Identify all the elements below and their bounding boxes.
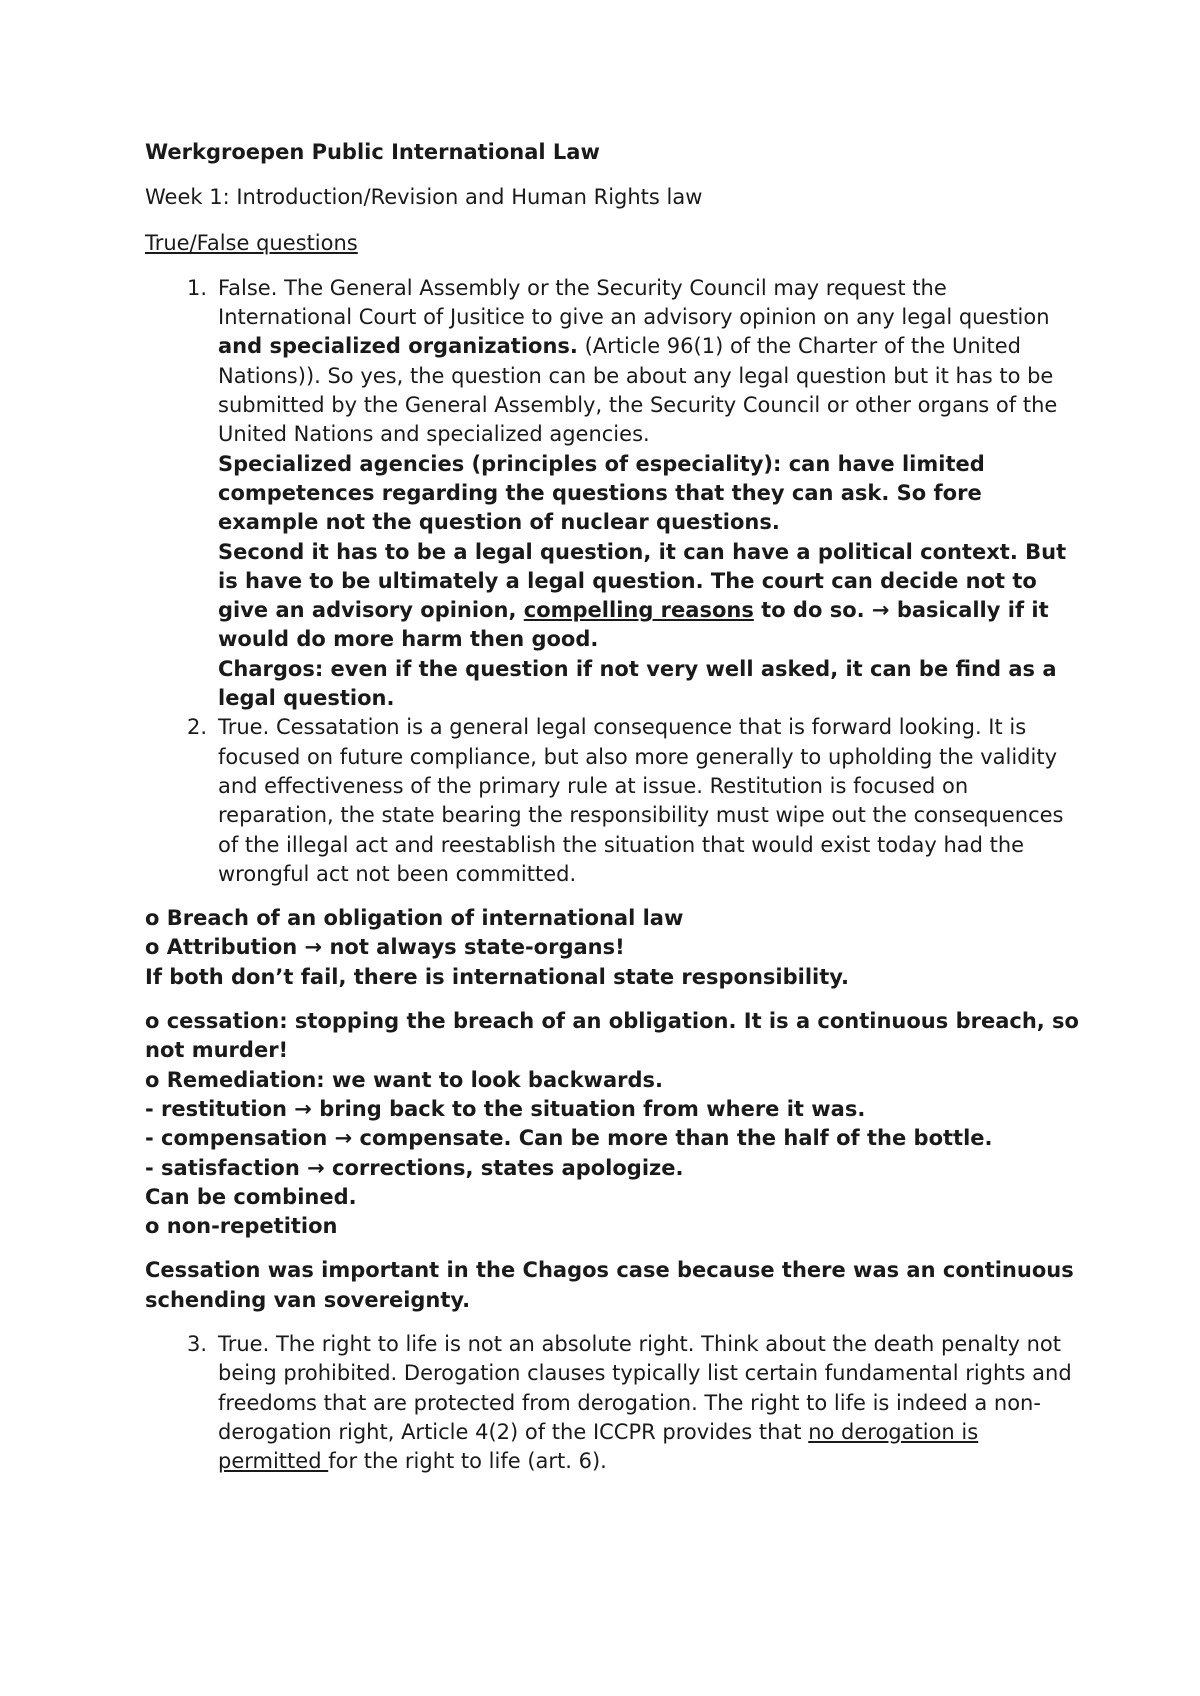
remediation-line: o Remediation: we want to look backwards. bbox=[145, 1067, 663, 1092]
arrow-right-icon: → bbox=[334, 1126, 353, 1151]
satisfaction-line: - satisfaction → corrections, states apologize. bbox=[145, 1155, 684, 1180]
answer-paragraph: True. Cessatation is a general legal consequence that is forward looking. It is focused on future compliance, but also more generally to upholding the validity and effectiveness of the primary rule at issue. Restitution is focused on reparation, the state bearing the responsibility must wipe out the consequences of the illegal act and reestablish the situation that would exist today had the wrongful act not been committed. bbox=[218, 715, 1064, 886]
note-legal-question bbox=[218, 538, 1085, 655]
answer-text: for the right to life (art. 6). bbox=[328, 1449, 607, 1474]
list-number: 2. bbox=[186, 715, 207, 740]
answer-paragraph bbox=[218, 1330, 1085, 1476]
list-item-2 bbox=[145, 713, 1085, 889]
document-page bbox=[145, 138, 1085, 1476]
document-subtitle: Week 1: Introduction/Revision and Human Rights law bbox=[145, 185, 703, 210]
answer-paragraph bbox=[218, 274, 1085, 450]
answer-text: False. The General Assembly or the Security Council may request the International Court of Jusitice to give an advisory opinion on any legal question bbox=[218, 275, 1050, 330]
note-chargos: Chargos: even if the question if not very well asked, it can be find as a legal question. bbox=[218, 656, 1057, 711]
answer-bold-text: and specialized organizations. bbox=[218, 334, 578, 359]
list-item-3 bbox=[145, 1330, 1085, 1476]
chagos-note: Cessation was important in the Chagos case because there was an continuous schending van sovereignty. bbox=[145, 1258, 1074, 1312]
list-number: 1. bbox=[186, 275, 207, 300]
no-derogation-text: no derogation is permitted bbox=[218, 1419, 979, 1474]
answer-text: (Article 96(1) of the Charter of the United Nations)). So yes, the question can be about any legal question but it has to be submitted by the General Assembly, the Security Council or other organs of the United Nations and specialized agencies. bbox=[218, 334, 1058, 447]
compensation-line: - compensation → compensate. Can be more than the half of the bottle. bbox=[145, 1126, 993, 1151]
list-item-1 bbox=[145, 274, 1085, 713]
section-heading: True/False questions bbox=[145, 230, 358, 255]
list-item-body bbox=[218, 713, 1085, 889]
answer-text: True. The right to life is not an absolute right. Think about the death penalty not being prohibited. Derogation clauses typically list certain fundamental rights and freedoms that are protected from derogation. The right to life is indeed a non-derogation right, Article 4(2) of the ICCPR provides that bbox=[218, 1331, 1072, 1444]
attribution-line: o Attribution → not always state-organs! bbox=[145, 935, 625, 960]
arrow-right-icon: → bbox=[294, 1096, 312, 1121]
combined-line: Can be combined. bbox=[145, 1184, 357, 1209]
list-item-body bbox=[218, 274, 1085, 713]
list-item-body bbox=[218, 1330, 1085, 1476]
non-repetition-line: o non-repetition bbox=[145, 1214, 338, 1239]
restitution-line: - restitution → bring back to the situation from where it was. bbox=[145, 1096, 866, 1121]
cessation-line: o cessation: stopping the breach of an obligation. It is a continuous breach, so not murder! bbox=[145, 1009, 1079, 1063]
list-number: 3. bbox=[186, 1331, 207, 1356]
breach-line: o Breach of an obligation of international law bbox=[145, 906, 684, 931]
note-text: basically if it would do more harm then good. bbox=[218, 598, 1049, 652]
consequences-block bbox=[145, 1007, 1085, 1241]
document-title: Werkgroepen Public International Law bbox=[145, 140, 600, 164]
note-text: to do so. bbox=[753, 598, 872, 623]
compelling-reasons-text: compelling reasons bbox=[523, 598, 754, 623]
note-text: Second it has to be a legal question, it can have a political context. But is have to be ultimately a legal question. The court can decide not to give an advisory opinion, bbox=[218, 539, 1067, 623]
arrow-right-icon: → bbox=[307, 1155, 325, 1180]
responsibility-line: If both don’t fail, there is international state responsibility. bbox=[145, 964, 850, 989]
arrow-right-icon: → bbox=[304, 935, 323, 960]
arrow-right-icon: → bbox=[871, 598, 890, 623]
responsibility-block bbox=[145, 904, 1085, 992]
note-specialized-agencies: Specialized agencies (principles of especiality): can have limited competences regarding the questions that they can ask. So fore example not the question of nuclear questions. bbox=[218, 451, 985, 535]
